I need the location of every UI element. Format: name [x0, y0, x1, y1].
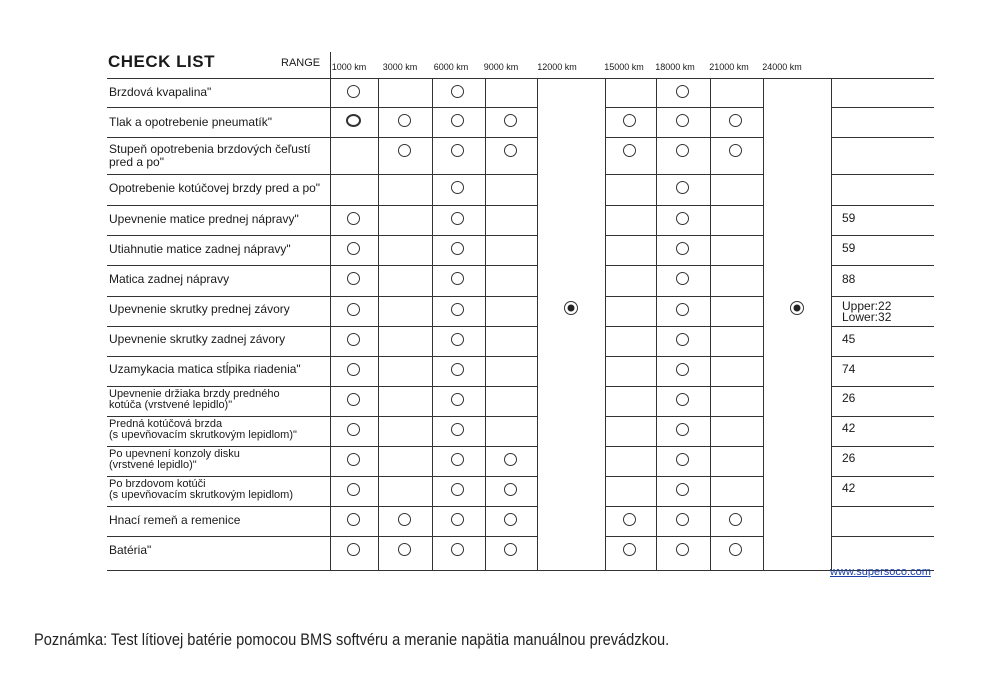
- row-divider: [107, 296, 537, 297]
- interval-header: 15000 km: [604, 62, 644, 72]
- row-divider: [605, 174, 763, 175]
- inspect-circle-icon: [676, 543, 689, 556]
- checklist-item-label: Opotrebenie kotúčovej brzdy pred a po": [109, 181, 321, 195]
- interval-header: 9000 km: [483, 62, 519, 72]
- inspect-circle-icon: [676, 333, 689, 346]
- checklist-item-label: Upevnenie držiaka brzdy predného kotúča (vrstvené lepidlo)": [109, 388, 280, 411]
- row-divider: [831, 536, 934, 537]
- row-divider: [605, 356, 763, 357]
- torque-value: 42: [842, 421, 856, 435]
- inspect-circle-icon: [347, 543, 360, 556]
- inspect-circle-icon: [346, 114, 361, 127]
- inspect-circle-icon: [451, 85, 464, 98]
- battery-note: Poznámka: Test lítiovej batérie pomocou BMS softvéru a meranie napätia manuálnou prevádzkou.: [34, 630, 670, 649]
- inspect-circle-icon: [676, 513, 689, 526]
- checklist-item-label: Utiahnutie matice zadnej nápravy": [109, 242, 291, 256]
- inspect-circle-icon: [451, 393, 464, 406]
- row-divider: [107, 174, 537, 175]
- row-divider: [831, 446, 934, 447]
- inspect-circle-icon: [347, 393, 360, 406]
- row-divider: [831, 107, 934, 108]
- row-divider: [107, 446, 537, 447]
- website-link[interactable]: www.supersoco.com: [830, 566, 931, 578]
- checklist-item-label: Upevnenie skrutky prednej závory: [109, 302, 290, 316]
- inspect-circle-icon: [676, 453, 689, 466]
- row-divider: [605, 235, 763, 236]
- row-divider: [107, 78, 934, 79]
- column-divider: [537, 78, 538, 570]
- checklist-item-label: Po upevnení konzoly disku (vrstvené lepidlo)": [109, 448, 240, 471]
- checklist-item-label: Po brzdovom kotúči (s upevňovacím skrutkovým lepidlom): [109, 478, 294, 501]
- torque-value: 74: [842, 362, 856, 376]
- inspect-circle-icon: [729, 114, 742, 127]
- torque-value: 59: [842, 211, 856, 225]
- inspect-circle-icon: [676, 272, 689, 285]
- row-divider: [107, 326, 537, 327]
- row-divider: [605, 265, 763, 266]
- inspect-circle-icon: [347, 242, 360, 255]
- inspect-circle-icon: [451, 513, 464, 526]
- inspect-circle-icon: [504, 513, 517, 526]
- row-divider: [107, 570, 934, 571]
- full-service-target-icon: [564, 301, 578, 315]
- interval-header: 6000 km: [433, 62, 469, 72]
- row-divider: [107, 536, 537, 537]
- inspect-circle-icon: [623, 144, 636, 157]
- inspect-circle-icon: [398, 513, 411, 526]
- interval-header: 1000 km: [331, 62, 367, 72]
- column-divider: [763, 78, 764, 570]
- row-divider: [107, 356, 537, 357]
- inspect-circle-icon: [347, 333, 360, 346]
- inspect-circle-icon: [623, 543, 636, 556]
- interval-header: 3000 km: [382, 62, 418, 72]
- row-divider: [605, 386, 763, 387]
- inspect-circle-icon: [451, 212, 464, 225]
- row-divider: [107, 205, 537, 206]
- row-divider: [831, 296, 934, 297]
- checklist-item-label: Batéria": [109, 543, 152, 557]
- inspect-circle-icon: [451, 303, 464, 316]
- checklist-item-label: Upevnenie skrutky zadnej závory: [109, 332, 286, 346]
- row-divider: [107, 107, 537, 108]
- inspect-circle-icon: [398, 543, 411, 556]
- inspect-circle-icon: [451, 543, 464, 556]
- row-divider: [605, 446, 763, 447]
- inspect-circle-icon: [451, 333, 464, 346]
- inspect-circle-icon: [676, 393, 689, 406]
- inspect-circle-icon: [623, 513, 636, 526]
- inspect-circle-icon: [504, 144, 517, 157]
- interval-header: 12000 km: [537, 62, 577, 72]
- inspect-circle-icon: [347, 303, 360, 316]
- inspect-circle-icon: [451, 363, 464, 376]
- row-divider: [107, 235, 537, 236]
- inspect-circle-icon: [451, 272, 464, 285]
- inspect-circle-icon: [729, 144, 742, 157]
- inspect-circle-icon: [451, 144, 464, 157]
- checklist-item-label: Predná kotúčová brzda (s upevňovacím skrutkovým lepidlom)": [109, 418, 297, 441]
- checklist-item-label: Uzamykacia matica stĺpika riadenia": [109, 362, 301, 376]
- inspect-circle-icon: [347, 85, 360, 98]
- row-divider: [107, 476, 537, 477]
- torque-value: 26: [842, 391, 856, 405]
- inspect-circle-icon: [347, 212, 360, 225]
- page-title: CHECK LIST: [108, 52, 215, 71]
- row-divider: [831, 476, 934, 477]
- inspect-circle-icon: [729, 543, 742, 556]
- checklist-item-label: Upevnenie matice prednej nápravy": [109, 212, 299, 226]
- inspect-circle-icon: [623, 114, 636, 127]
- row-divider: [605, 296, 763, 297]
- range-label: RANGE: [281, 57, 321, 69]
- torque-value: Upper:22 Lower:32: [842, 299, 892, 324]
- inspect-circle-icon: [504, 483, 517, 496]
- inspect-circle-icon: [676, 242, 689, 255]
- inspect-circle-icon: [676, 212, 689, 225]
- column-divider: [432, 78, 433, 570]
- inspect-circle-icon: [676, 423, 689, 436]
- column-divider: [605, 78, 606, 570]
- inspect-circle-icon: [451, 423, 464, 436]
- inspect-circle-icon: [676, 144, 689, 157]
- inspect-circle-icon: [347, 363, 360, 376]
- row-divider: [831, 506, 934, 507]
- row-divider: [831, 386, 934, 387]
- inspect-circle-icon: [347, 423, 360, 436]
- inspect-circle-icon: [451, 242, 464, 255]
- inspect-circle-icon: [451, 483, 464, 496]
- torque-value: 59: [842, 241, 856, 255]
- inspect-circle-icon: [676, 303, 689, 316]
- row-divider: [831, 265, 934, 266]
- full-service-target-icon: [790, 301, 804, 315]
- torque-value: 88: [842, 272, 856, 286]
- row-divider: [605, 536, 763, 537]
- column-divider: [378, 78, 379, 570]
- row-divider: [831, 416, 934, 417]
- row-divider: [605, 326, 763, 327]
- inspect-circle-icon: [676, 114, 689, 127]
- interval-header: 24000 km: [762, 62, 802, 72]
- inspect-circle-icon: [676, 85, 689, 98]
- row-divider: [107, 386, 537, 387]
- column-divider: [485, 78, 486, 570]
- inspect-circle-icon: [676, 363, 689, 376]
- row-divider: [605, 107, 763, 108]
- row-divider: [831, 356, 934, 357]
- checklist-item-label: Brzdová kvapalina": [109, 85, 212, 99]
- row-divider: [605, 506, 763, 507]
- inspect-circle-icon: [347, 513, 360, 526]
- inspect-circle-icon: [729, 513, 742, 526]
- row-divider: [107, 416, 537, 417]
- checklist-item-label: Tlak a opotrebenie pneumatík": [109, 115, 273, 129]
- inspect-circle-icon: [347, 483, 360, 496]
- row-divider: [605, 205, 763, 206]
- inspect-circle-icon: [398, 114, 411, 127]
- torque-value: 26: [842, 451, 856, 465]
- torque-value: 42: [842, 481, 856, 495]
- column-divider: [656, 78, 657, 570]
- inspect-circle-icon: [451, 114, 464, 127]
- column-divider: [831, 78, 832, 570]
- row-divider: [831, 205, 934, 206]
- inspect-circle-icon: [676, 181, 689, 194]
- column-divider: [710, 78, 711, 570]
- checklist-item-label: Hnací remeň a remenice: [109, 513, 241, 527]
- inspect-circle-icon: [504, 453, 517, 466]
- row-divider: [605, 476, 763, 477]
- row-divider: [831, 137, 934, 138]
- inspect-circle-icon: [398, 144, 411, 157]
- inspect-circle-icon: [504, 543, 517, 556]
- inspect-circle-icon: [347, 272, 360, 285]
- checklist-item-label: Matica zadnej nápravy: [109, 272, 230, 286]
- row-divider: [831, 326, 934, 327]
- row-divider: [605, 137, 763, 138]
- row-divider: [605, 416, 763, 417]
- checklist-item-label: Stupeň opotrebenia brzdových čeľustí pred a po": [109, 142, 311, 169]
- row-divider: [107, 506, 537, 507]
- row-divider: [831, 235, 934, 236]
- row-divider: [831, 174, 934, 175]
- row-divider: [107, 265, 537, 266]
- torque-value: 45: [842, 332, 856, 346]
- column-divider: [330, 52, 331, 570]
- inspect-circle-icon: [347, 453, 360, 466]
- inspect-circle-icon: [451, 181, 464, 194]
- inspect-circle-icon: [504, 114, 517, 127]
- interval-header: 21000 km: [709, 62, 749, 72]
- inspect-circle-icon: [676, 483, 689, 496]
- inspect-circle-icon: [451, 453, 464, 466]
- row-divider: [107, 137, 537, 138]
- interval-header: 18000 km: [655, 62, 695, 72]
